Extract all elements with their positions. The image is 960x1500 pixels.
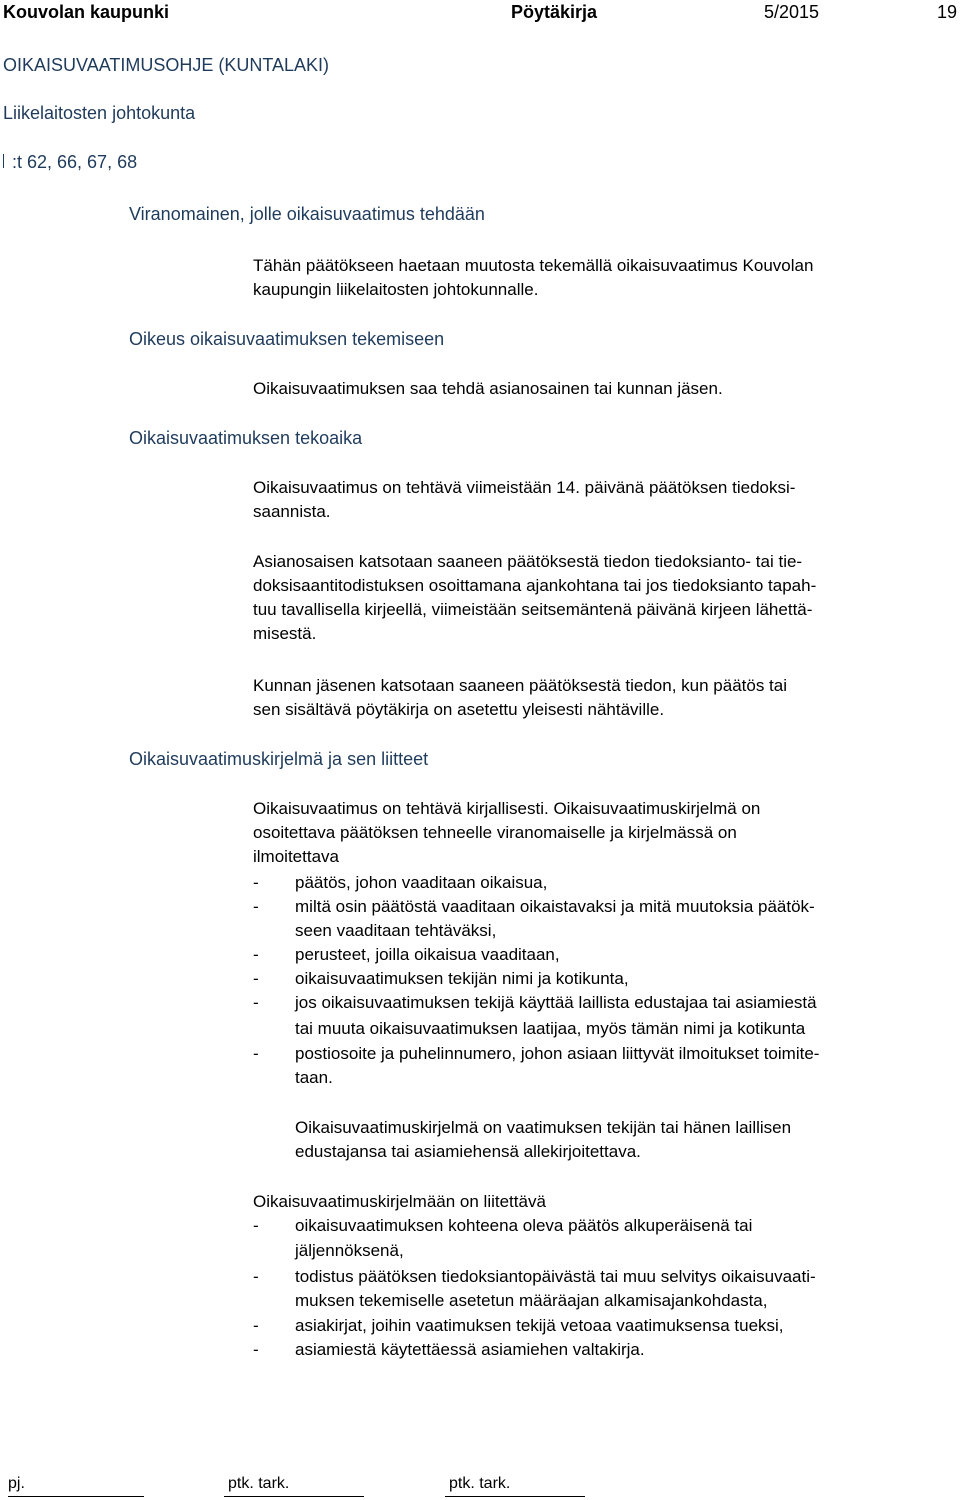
list-item-text: taan. [295,1068,333,1087]
footer-line-pj [8,1496,144,1497]
section-heading-kirjelma: Oikaisuvaatimuskirjelmä ja sen liitteet [129,749,429,769]
list-dash: - [253,897,259,916]
sections-ref [3,150,137,174]
list-item-text: asiamiestä käytettäessä asiamiehen valtakirja. [295,1340,645,1359]
list-item-text: postiosoite ja puhelinnumero, johon asiaan liittyvät ilmoitukset toimite- [295,1044,820,1063]
body-name: Liikelaitosten johtokunta [3,103,196,123]
list-dash: - [253,1216,259,1235]
paragraph-tekoaika-p2-3: tuu tavallisella kirjeellä, viimeistään seitsemäntenä päivänä kirjeen lähettä- [253,600,813,619]
paragraph-viranomainen-2: kaupungin liikelaitosten johtokunnalle. [253,280,539,299]
sections-ref-text: :t 62, 66, 67, 68 [12,152,138,172]
list-dash: - [253,1316,259,1335]
list-dash: - [253,873,259,892]
section-heading-tekoaika: Oikaisuvaatimuksen tekoaika [129,428,363,448]
paragraph-text: Oikaisuvaatimuskirjelmä on vaatimuksen tekijän tai hänen laillisen [295,1118,792,1137]
list-item-text: oikaisuvaatimuksen tekijän nimi ja kotikunta, [295,969,629,988]
page-title: OIKAISUVAATIMUSOHJE (KUNTALAKI) [3,55,330,75]
attach-intro: Oikaisuvaatimuskirjelmään on liitettävä [253,1192,546,1211]
list-item-text: oikaisuvaatimuksen kohteena oleva päätös alkuperäisenä tai [295,1216,753,1235]
paragraph-kirjelma-intro-3: ilmoitettava [253,847,339,866]
list-dash: - [253,1340,259,1359]
section-heading-viranomainen: Viranomainen, jolle oikaisuvaatimus tehdään [129,204,485,224]
list-item-text: todistus päätöksen tiedoksiantopäivästä tai muu selvitys oikaisuvaati- [295,1267,816,1286]
header-page-number: 19 [937,2,958,22]
header-organization: Kouvolan kaupunki [3,2,170,22]
list-item-text: muksen tekemiselle asetetun määräajan alkamisajankohdasta, [295,1291,768,1310]
section-sign-icon [3,154,12,168]
list-item-text: jos oikaisuvaatimuksen tekijä käyttää laillista edustajaa tai asiamiestä [295,993,817,1012]
footer-label-pj: pj. [8,1475,25,1492]
list-dash: - [253,993,259,1012]
paragraph-tekoaika-p2-2: doksisaantitodistuksen osoittamana ajankohtana tai jos tiedoksianto tapah- [253,576,817,595]
header-doc-type: Pöytäkirja [511,2,598,22]
paragraph-oikeus: Oikaisuvaatimuksen saa tehdä asianosainen tai kunnan jäsen. [253,379,723,398]
paragraph-tekoaika-p3-1: Kunnan jäsenen katsotaan saaneen päätöksestä tiedon, kun päätös tai [253,676,788,695]
list-item-text: seen vaaditaan tehtäväksi, [295,921,497,940]
paragraph-tekoaika-p3-2: sen sisältävä pöytäkirja on asetettu yleisesti nähtäville. [253,700,665,719]
list-item-text: tai muuta oikaisuvaatimuksen laatijaa, myös tämän nimi ja kotikunta [295,1019,806,1038]
paragraph-kirjelma-intro-2: osoitettava päätöksen tehneelle viranomaiselle ja kirjelmässä on [253,823,737,842]
paragraph-tekoaika-p1-2: saannista. [253,502,331,521]
list-item-text: jäljennöksenä, [295,1241,404,1260]
section-heading-oikeus: Oikeus oikaisuvaatimuksen tekemiseen [129,329,445,349]
list-dash: - [253,1267,259,1286]
list-item-text: miltä osin päätöstä vaaditaan oikaistavaksi ja mitä muutoksia päätök- [295,897,815,916]
list-item-text: asiakirjat, joihin vaatimuksen tekijä vetoaa vaatimuksensa tueksi, [295,1316,784,1335]
paragraph-text: edustajansa tai asiamiehensä allekirjoitettava. [295,1142,641,1161]
footer-label-ptk-tark-2: ptk. tark. [449,1475,511,1492]
paragraph-tekoaika-p2-4: misestä. [253,624,317,643]
list-item-text: perusteet, joilla oikaisua vaaditaan, [295,945,560,964]
footer-label-ptk-tark-1: ptk. tark. [228,1475,290,1492]
paragraph-kirjelma-intro-1: Oikaisuvaatimus on tehtävä kirjallisesti. Oikaisuvaatimuskirjelmä on [253,799,761,818]
footer-line-ptk-tark-2 [445,1496,585,1497]
header-doc-number: 5/2015 [764,2,820,22]
list-dash: - [253,945,259,964]
list-dash: - [253,969,259,988]
list-dash: - [253,1044,259,1063]
paragraph-tekoaika-p2-1: Asianosaisen katsotaan saaneen päätöksestä tiedon tiedoksianto- tai tie- [253,552,803,571]
paragraph-viranomainen-1: Tähän päätökseen haetaan muutosta tekemällä oikaisuvaatimus Kouvolan [253,256,814,275]
footer-line-ptk-tark-1 [224,1496,364,1497]
paragraph-tekoaika-p1-1: Oikaisuvaatimus on tehtävä viimeistään 14. päivänä päätöksen tiedoksi- [253,478,796,497]
list-item-text: päätös, johon vaaditaan oikaisua, [295,873,548,892]
